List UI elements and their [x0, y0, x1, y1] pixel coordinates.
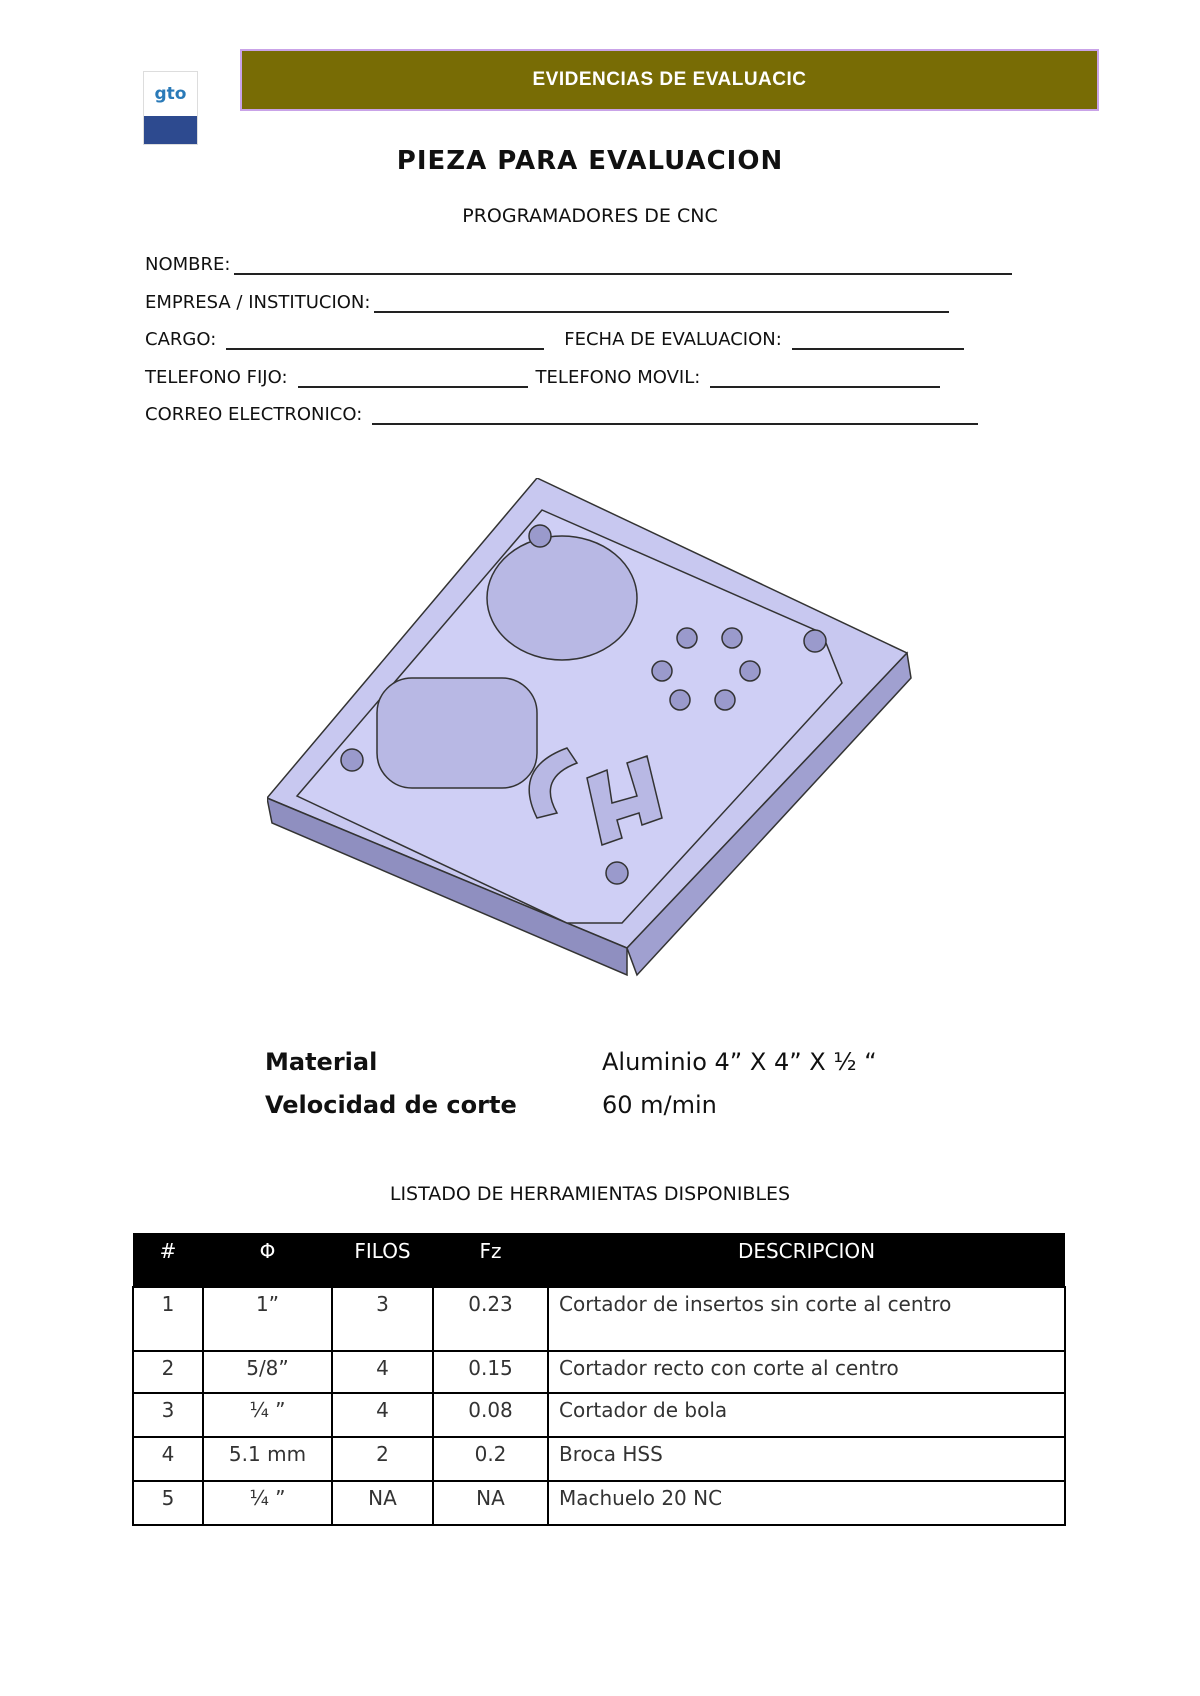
header-filos: FILOS: [332, 1233, 433, 1287]
spec-material: [265, 1040, 877, 1083]
header-diameter: Φ: [203, 1233, 332, 1287]
cell-num: 5: [133, 1481, 203, 1525]
cell-descripcion: Cortador de insertos sin corte al centro: [548, 1287, 1065, 1351]
correo-row: [145, 404, 978, 425]
cell-filos: 4: [332, 1351, 433, 1393]
header-banner: EVIDENCIAS DE EVALUACIC: [240, 49, 1099, 111]
cell-num: 3: [133, 1393, 203, 1437]
tools-table: [132, 1233, 1066, 1526]
table-row: [133, 1481, 1065, 1525]
cell-diameter: ¼ ”: [203, 1481, 332, 1525]
header-num: #: [133, 1233, 203, 1287]
nombre-field[interactable]: [234, 255, 1012, 275]
cell-filos: NA: [332, 1481, 433, 1525]
table-header: [133, 1233, 1065, 1287]
cell-diameter: ¼ ”: [203, 1393, 332, 1437]
cell-filos: 4: [332, 1393, 433, 1437]
table-row: [133, 1287, 1065, 1351]
header-fz: Fz: [433, 1233, 548, 1287]
cell-descripcion: Cortador recto con corte al centro: [548, 1351, 1065, 1393]
cell-descripcion: Cortador de bola: [548, 1393, 1065, 1437]
gto-logo: [143, 71, 198, 145]
nombre-row: [145, 254, 1012, 275]
cell-diameter: 5.1 mm: [203, 1437, 332, 1481]
page-title: PIEZA PARA EVALUACION: [396, 146, 784, 176]
telefono-row: [145, 367, 940, 388]
cargo-label: CARGO:: [145, 329, 217, 350]
fecha-field[interactable]: [792, 330, 964, 350]
cell-num: 4: [133, 1437, 203, 1481]
empresa-field[interactable]: [374, 293, 949, 313]
tel-movil-field[interactable]: [710, 368, 940, 388]
table-row: [133, 1393, 1065, 1437]
specs: [265, 1040, 877, 1126]
tel-fijo-label: TELEFONO FIJO:: [145, 367, 288, 388]
header-descripcion: DESCRIPCION: [548, 1233, 1065, 1287]
cnc-part-image: [267, 478, 917, 978]
spec-value: Aluminio 4” X 4” X ½ “: [602, 1047, 877, 1076]
correo-label: CORREO ELECTRONICO:: [145, 404, 363, 425]
table-row: [133, 1437, 1065, 1481]
tel-fijo-field[interactable]: [298, 368, 528, 388]
cell-filos: 2: [332, 1437, 433, 1481]
spec-velocidad: [265, 1083, 877, 1126]
nombre-label: NOMBRE:: [145, 254, 231, 275]
cell-diameter: 5/8”: [203, 1351, 332, 1393]
cargo-row: [145, 329, 964, 350]
cell-filos: 3: [332, 1287, 433, 1351]
cell-fz: 0.08: [433, 1393, 548, 1437]
page-subtitle: PROGRAMADORES DE CNC: [462, 205, 718, 227]
correo-field[interactable]: [372, 405, 978, 425]
cell-fz: NA: [433, 1481, 548, 1525]
empresa-row: [145, 292, 949, 313]
tel-movil-label: TELEFONO MOVIL:: [535, 367, 701, 388]
spec-label: Velocidad de corte: [265, 1090, 517, 1119]
spec-label: Material: [265, 1047, 378, 1076]
logo-text: gto: [144, 72, 197, 116]
fecha-label: FECHA DE EVALUACION:: [564, 329, 782, 350]
cell-fz: 0.15: [433, 1351, 548, 1393]
cell-descripcion: Broca HSS: [548, 1437, 1065, 1481]
tools-title: LISTADO DE HERRAMIENTAS DISPONIBLES: [389, 1183, 791, 1205]
table-row: [133, 1351, 1065, 1393]
cell-fz: 0.2: [433, 1437, 548, 1481]
cell-num: 1: [133, 1287, 203, 1351]
empresa-label: EMPRESA / INSTITUCION:: [145, 292, 371, 313]
cell-descripcion: Machuelo 20 NC: [548, 1481, 1065, 1525]
cell-num: 2: [133, 1351, 203, 1393]
cell-diameter: 1”: [203, 1287, 332, 1351]
cargo-field[interactable]: [226, 330, 544, 350]
spec-value: 60 m/min: [602, 1090, 717, 1119]
cell-fz: 0.23: [433, 1287, 548, 1351]
